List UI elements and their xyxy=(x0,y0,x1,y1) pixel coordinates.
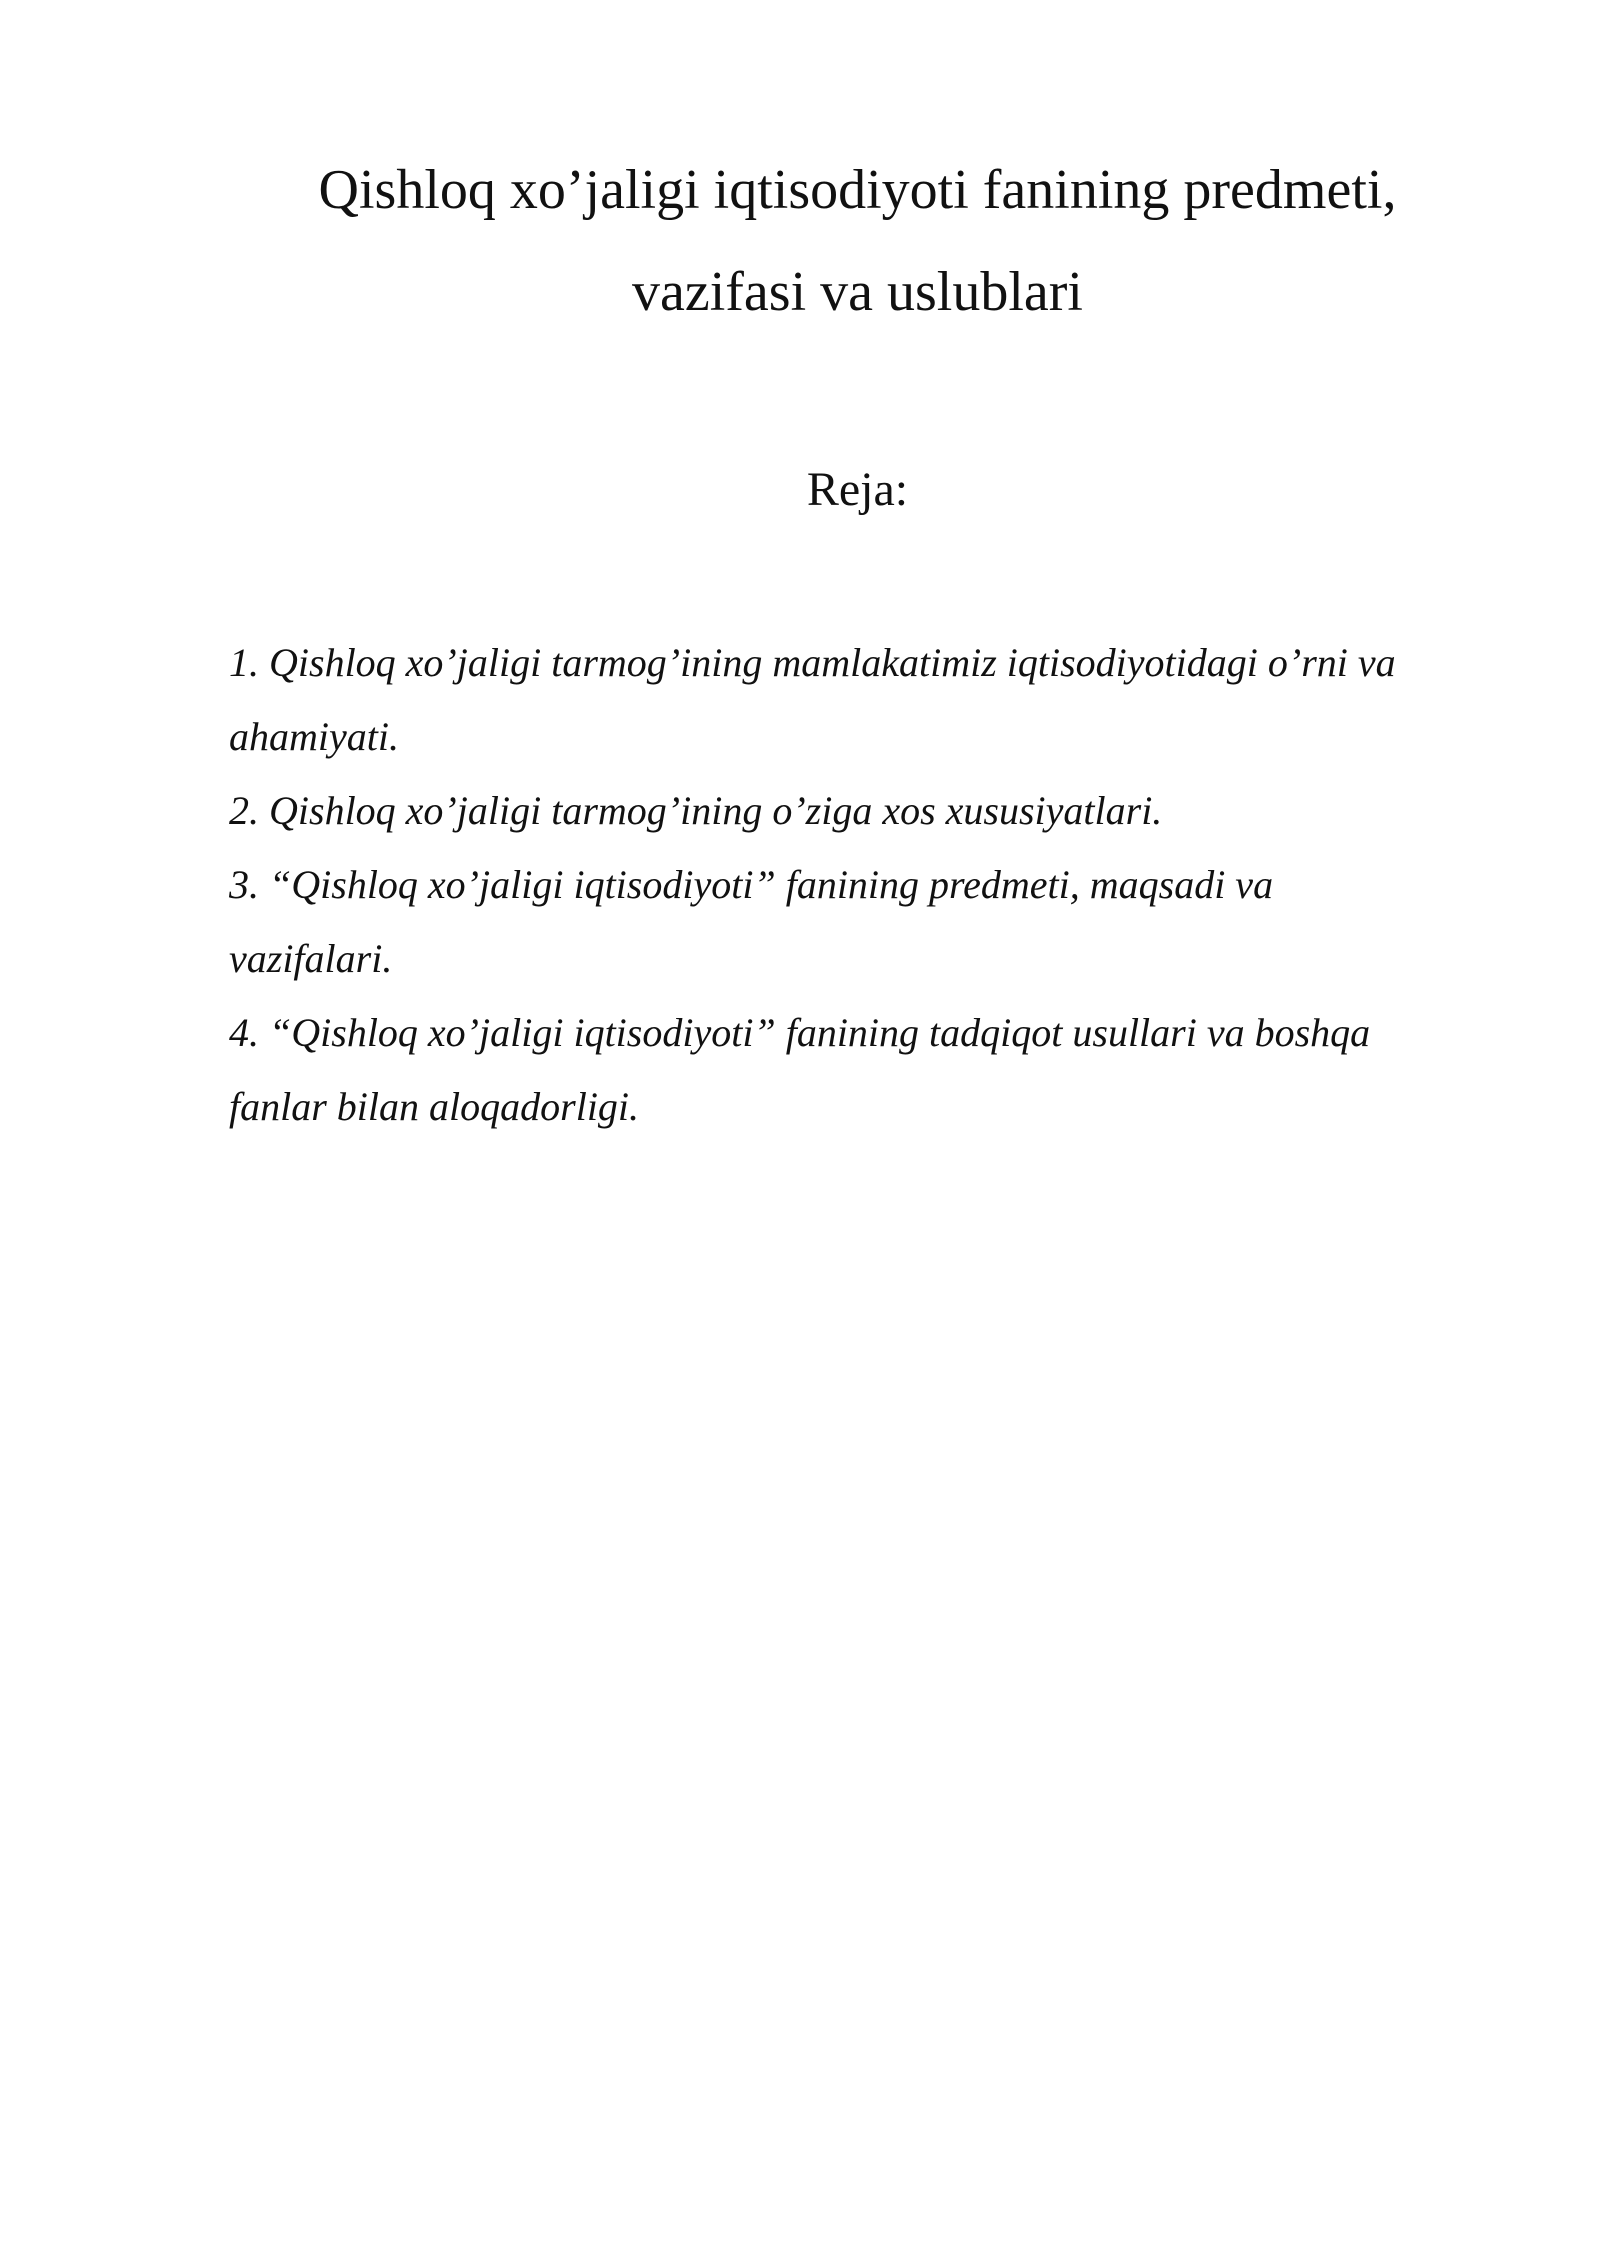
plan-item-4-line-1: 4. “Qishloq xo’jaligi iqtisodiyoti” fanining tadqiqot usullari va boshqa xyxy=(229,1010,1371,1055)
plan-item-1 xyxy=(229,626,1529,774)
document-title-line-2: vazifasi va uslublari xyxy=(632,261,1083,323)
plan-item-3-line-1: 3. “Qishloq xo’jaligi iqtisodiyoti” fanining predmeti, maqsadi va xyxy=(229,862,1274,907)
plan-item-3 xyxy=(229,848,1529,996)
plan-heading: Reja: xyxy=(806,463,909,516)
plan-item-1-line-2: ahamiyati. xyxy=(229,714,399,759)
document-title-line-1: Qishloq xo’jaligi iqtisodiyoti fanining predmeti, xyxy=(318,159,1397,221)
plan-item-4-line-2: fanlar bilan aloqadorligi. xyxy=(229,1084,640,1129)
plan-list xyxy=(229,626,1529,1144)
plan-item-4 xyxy=(229,996,1529,1144)
plan-item-1-line-1: 1. Qishloq xo’jaligi tarmog’ining mamlakatimiz iqtisodiyotidagi o’rni va xyxy=(229,640,1396,685)
plan-item-2-line-1: 2. Qishloq xo’jaligi tarmog’ining o’ziga xos xususiyatlari. xyxy=(229,788,1163,833)
plan-item-3-line-2: vazifalari. xyxy=(229,936,393,981)
plan-item-2 xyxy=(229,774,1529,848)
